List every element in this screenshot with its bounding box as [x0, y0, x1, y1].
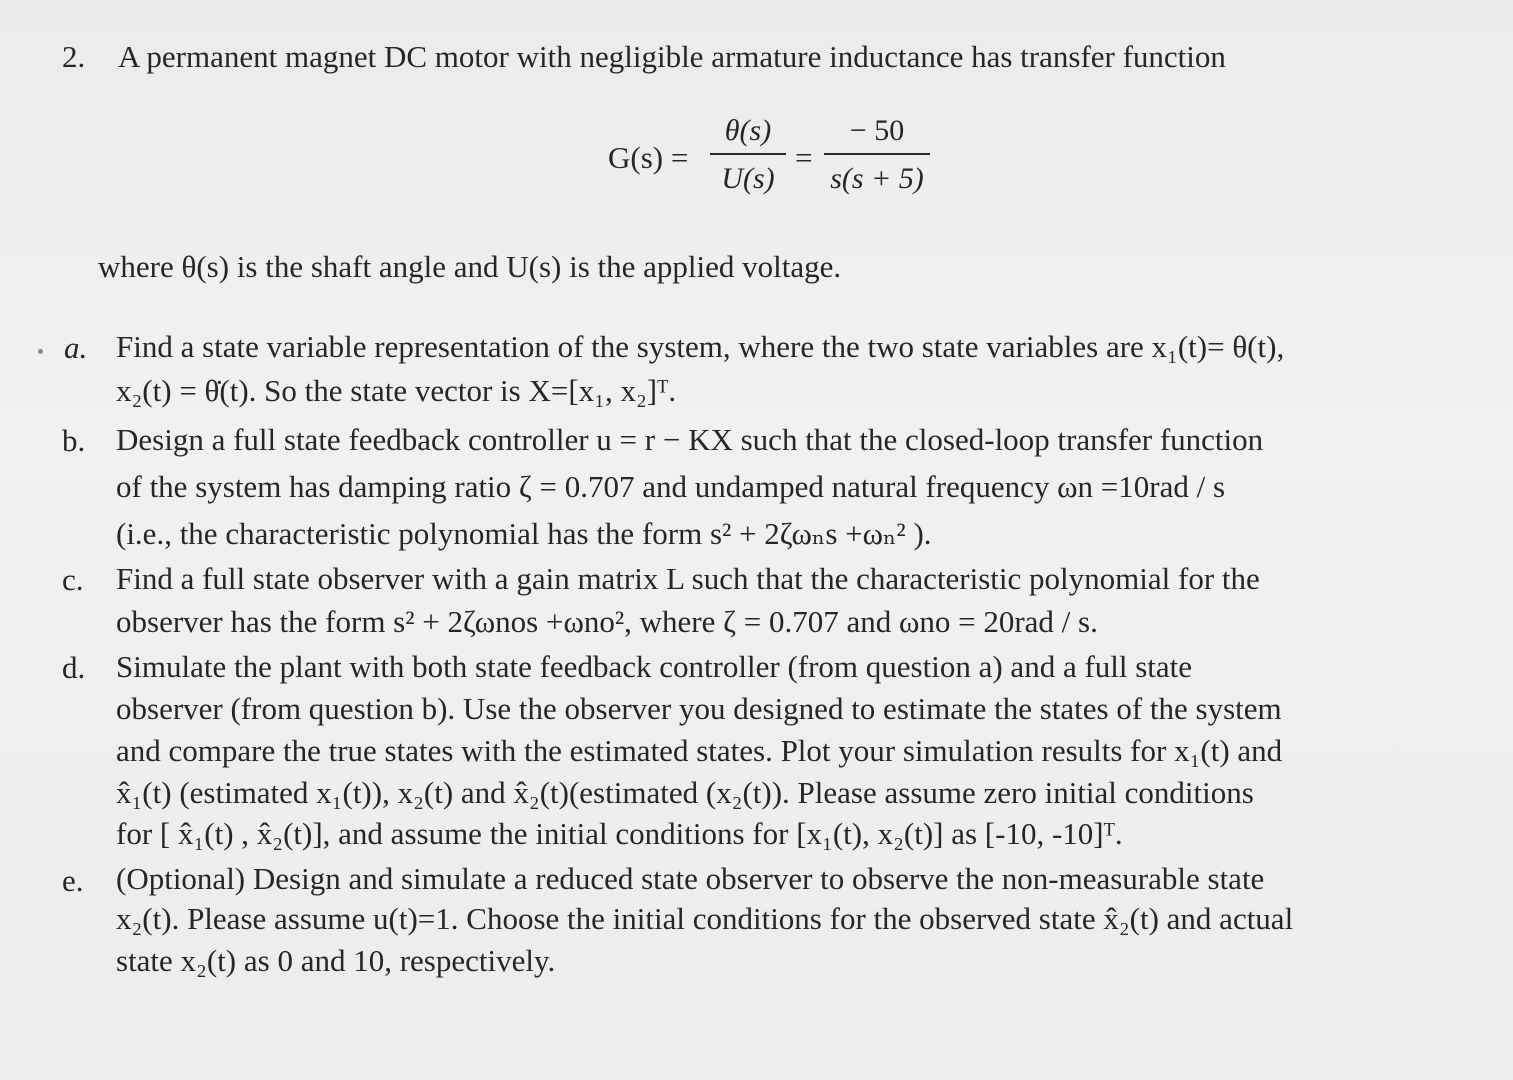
fraction-bar: [710, 153, 786, 155]
part-a-line-1: Find a state variable representation of the system, where the two state variables are x₁(t)= θ(t),: [116, 329, 1285, 364]
part-label-e: e.: [62, 863, 84, 898]
part-e-line-1: (Optional) Design and simulate a reduced state observer to observe the non-measurable state: [116, 861, 1265, 896]
part-label-c: c.: [62, 562, 84, 597]
fraction-theta-over-u: [708, 114, 788, 196]
part-b-line-2: of the system has damping ratio ζ = 0.707 and undamped natural frequency ωn =10rad / s: [116, 469, 1226, 504]
part-label-b: b.: [62, 423, 86, 458]
fraction-plant: [822, 114, 932, 196]
bullet-dot: [38, 349, 43, 354]
part-e-line-3: state x₂(t) as 0 and 10, respectively.: [116, 943, 556, 978]
part-b-line-1: Design a full state feedback controller u = r − KX such that the closed-loop transfer function: [116, 422, 1264, 457]
part-d-line-5: for [ x̂₁(t) , x̂₂(t)], and assume the initial conditions for [x₁(t), x₂(t)] as [-10, -10]ᵀ.: [116, 816, 1123, 851]
equation-lhs: G(s) =: [608, 140, 689, 175]
part-a-line-2: x₂(t) = θ̇(t). So the state vector is X=[x₁, x₂]ᵀ.: [116, 373, 677, 408]
equation-equals: =: [795, 140, 813, 175]
fraction-numerator: θ(s): [724, 114, 772, 147]
part-d-line-3: and compare the true states with the estimated states. Plot your simulation results for x₁(t) and: [116, 733, 1283, 768]
part-c-line-1: Find a full state observer with a gain matrix L such that the characteristic polynomial for the: [116, 561, 1260, 596]
fraction-numerator: − 50: [849, 114, 905, 147]
fraction-denominator: s(s + 5): [830, 162, 924, 195]
fraction-denominator: U(s): [721, 162, 775, 195]
part-d-line-2: observer (from question b). Use the observer you designed to estimate the states of the system: [116, 691, 1282, 726]
part-d-line-4: x̂₁(t) (estimated x₁(t)), x₂(t) and x̂₂(t)(estimated (x₂(t)). Please assume zero initial conditions: [116, 775, 1254, 810]
where-line: where θ(s) is the shaft angle and U(s) is the applied voltage.: [98, 249, 842, 284]
problem-intro: A permanent magnet DC motor with negligible armature inductance has transfer function: [118, 39, 1226, 74]
part-c-line-2: observer has the form s² + 2ζωnos +ωno², where ζ = 0.707 and ωno = 20rad / s.: [116, 604, 1098, 639]
part-label-a: a.: [64, 330, 88, 365]
problem-number: 2.: [62, 39, 86, 74]
part-label-d: d.: [62, 650, 86, 685]
fraction-bar: [824, 153, 930, 155]
part-e-line-2: x₂(t). Please assume u(t)=1. Choose the initial conditions for the observed state x̂₂(t) and actual: [116, 901, 1294, 936]
part-d-line-1: Simulate the plant with both state feedback controller (from question a) and a full state: [116, 649, 1193, 684]
part-b-line-3: (i.e., the characteristic polynomial has the form s² + 2ζωₙs +ωₙ² ).: [116, 516, 932, 551]
